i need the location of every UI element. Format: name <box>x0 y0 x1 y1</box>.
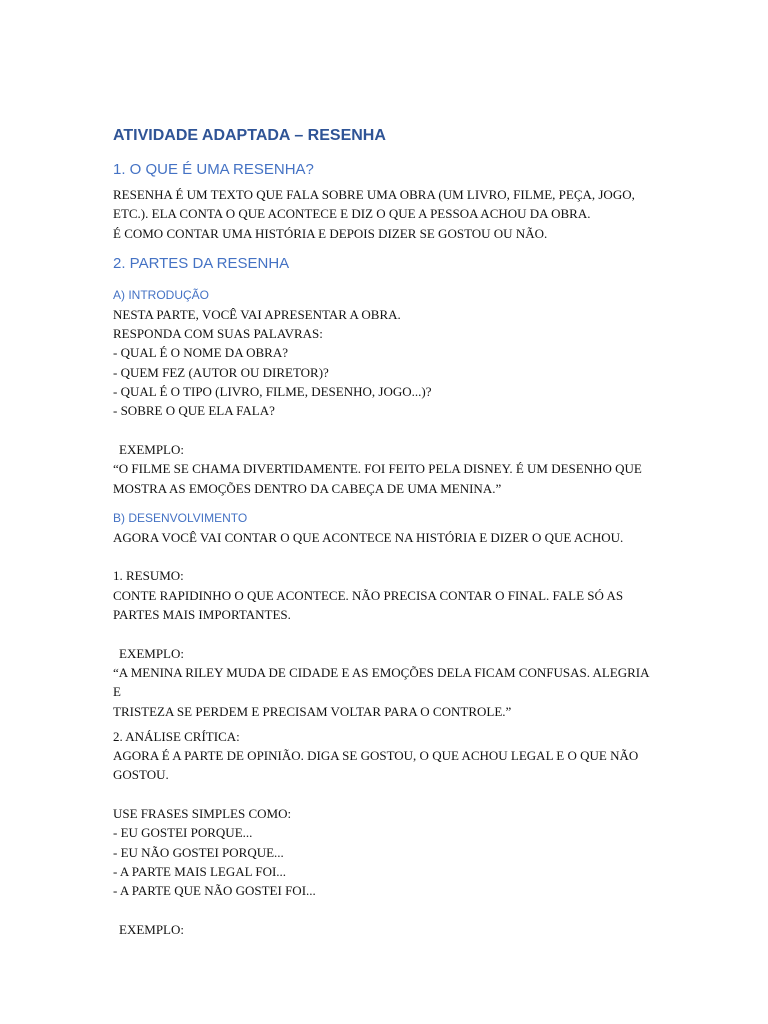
intro-example-line: “O FILME SE CHAMA DIVERTIDAMENTE. FOI FEITO PELA DISNEY. É UM DESENHO QUE <box>113 461 642 477</box>
summary-line: PARTES MAIS IMPORTANTES. <box>113 607 291 623</box>
summary-example-line: TRISTEZA SE PERDEM E PRECISAM VOLTAR PARA O CONTROLE.” <box>113 703 512 719</box>
intro-example-line: MOSTRA AS EMOÇÕES DENTRO DA CABEÇA DE UMA MENINA.” <box>113 480 502 496</box>
intro-line: NESTA PARTE, VOCÊ VAI APRESENTAR A OBRA. <box>113 306 401 322</box>
intro-question: - QUAL É O TIPO (LIVRO, FILME, DESENHO, JOGO...)? <box>113 384 432 400</box>
intro-example-label: EXEMPLO: <box>119 441 184 457</box>
analysis-line: GOSTOU. <box>113 767 169 783</box>
phrase-item: - EU NÃO GOSTEI PORQUE... <box>113 844 284 860</box>
intro-question: - QUEM FEZ (AUTOR OU DIRETOR)? <box>113 364 329 380</box>
analysis-label: 2. ANÁLISE CRÍTICA: <box>113 728 240 744</box>
section-1-line: RESENHA É UM TEXTO QUE FALA SOBRE UMA OBRA (UM LIVRO, FILME, PEÇA, JOGO, <box>113 187 635 202</box>
development-heading: B) DESENVOLVIMENTO <box>113 510 248 525</box>
summary-line: CONTE RAPIDINHO O QUE ACONTECE. NÃO PRECISA CONTAR O FINAL. FALE SÓ AS <box>113 587 624 603</box>
document-body <box>113 125 658 939</box>
intro-question: - SOBRE O QUE ELA FALA? <box>113 403 275 419</box>
analysis-line: AGORA É A PARTE DE OPINIÃO. DIGA SE GOSTOU, O QUE ACHOU LEGAL E O QUE NÃO <box>113 748 639 764</box>
development-intro-line: AGORA VOCÊ VAI CONTAR O QUE ACONTECE NA HISTÓRIA E DIZER O QUE ACHOU. <box>113 529 624 545</box>
summary-example-line: “A MENINA RILEY MUDA DE CIDADE E AS EMOÇÕES DELA FICAM CONFUSAS. ALEGRIA E <box>113 664 653 700</box>
analysis-example-label: EXEMPLO: <box>119 921 184 937</box>
intro-heading: A) INTRODUÇÃO <box>113 287 209 302</box>
section-1-line: ETC.). ELA CONTA O QUE ACONTECE E DIZ O QUE A PESSOA ACHOU DA OBRA. <box>113 206 591 222</box>
phrase-item: - EU GOSTEI PORQUE... <box>113 825 253 841</box>
section-1-line: É COMO CONTAR UMA HISTÓRIA E DEPOIS DIZER SE GOSTOU OU NÃO. <box>113 225 548 241</box>
phrases-label: USE FRASES SIMPLES COMO: <box>113 806 292 822</box>
document-title: ATIVIDADE ADAPTADA – RESENHA <box>113 127 386 144</box>
section-2-heading: 2. PARTES DA RESENHA <box>113 254 290 272</box>
summary-example-label: EXEMPLO: <box>119 645 184 661</box>
phrase-item: - A PARTE MAIS LEGAL FOI... <box>113 863 287 879</box>
intro-question: - QUAL É O NOME DA OBRA? <box>113 345 289 361</box>
phrase-item: - A PARTE QUE NÃO GOSTEI FOI... <box>113 883 316 899</box>
intro-line: RESPONDA COM SUAS PALAVRAS: <box>113 326 323 342</box>
section-1-heading: 1. O QUE É UMA RESENHA? <box>113 161 314 178</box>
summary-label: 1. RESUMO: <box>113 568 184 584</box>
